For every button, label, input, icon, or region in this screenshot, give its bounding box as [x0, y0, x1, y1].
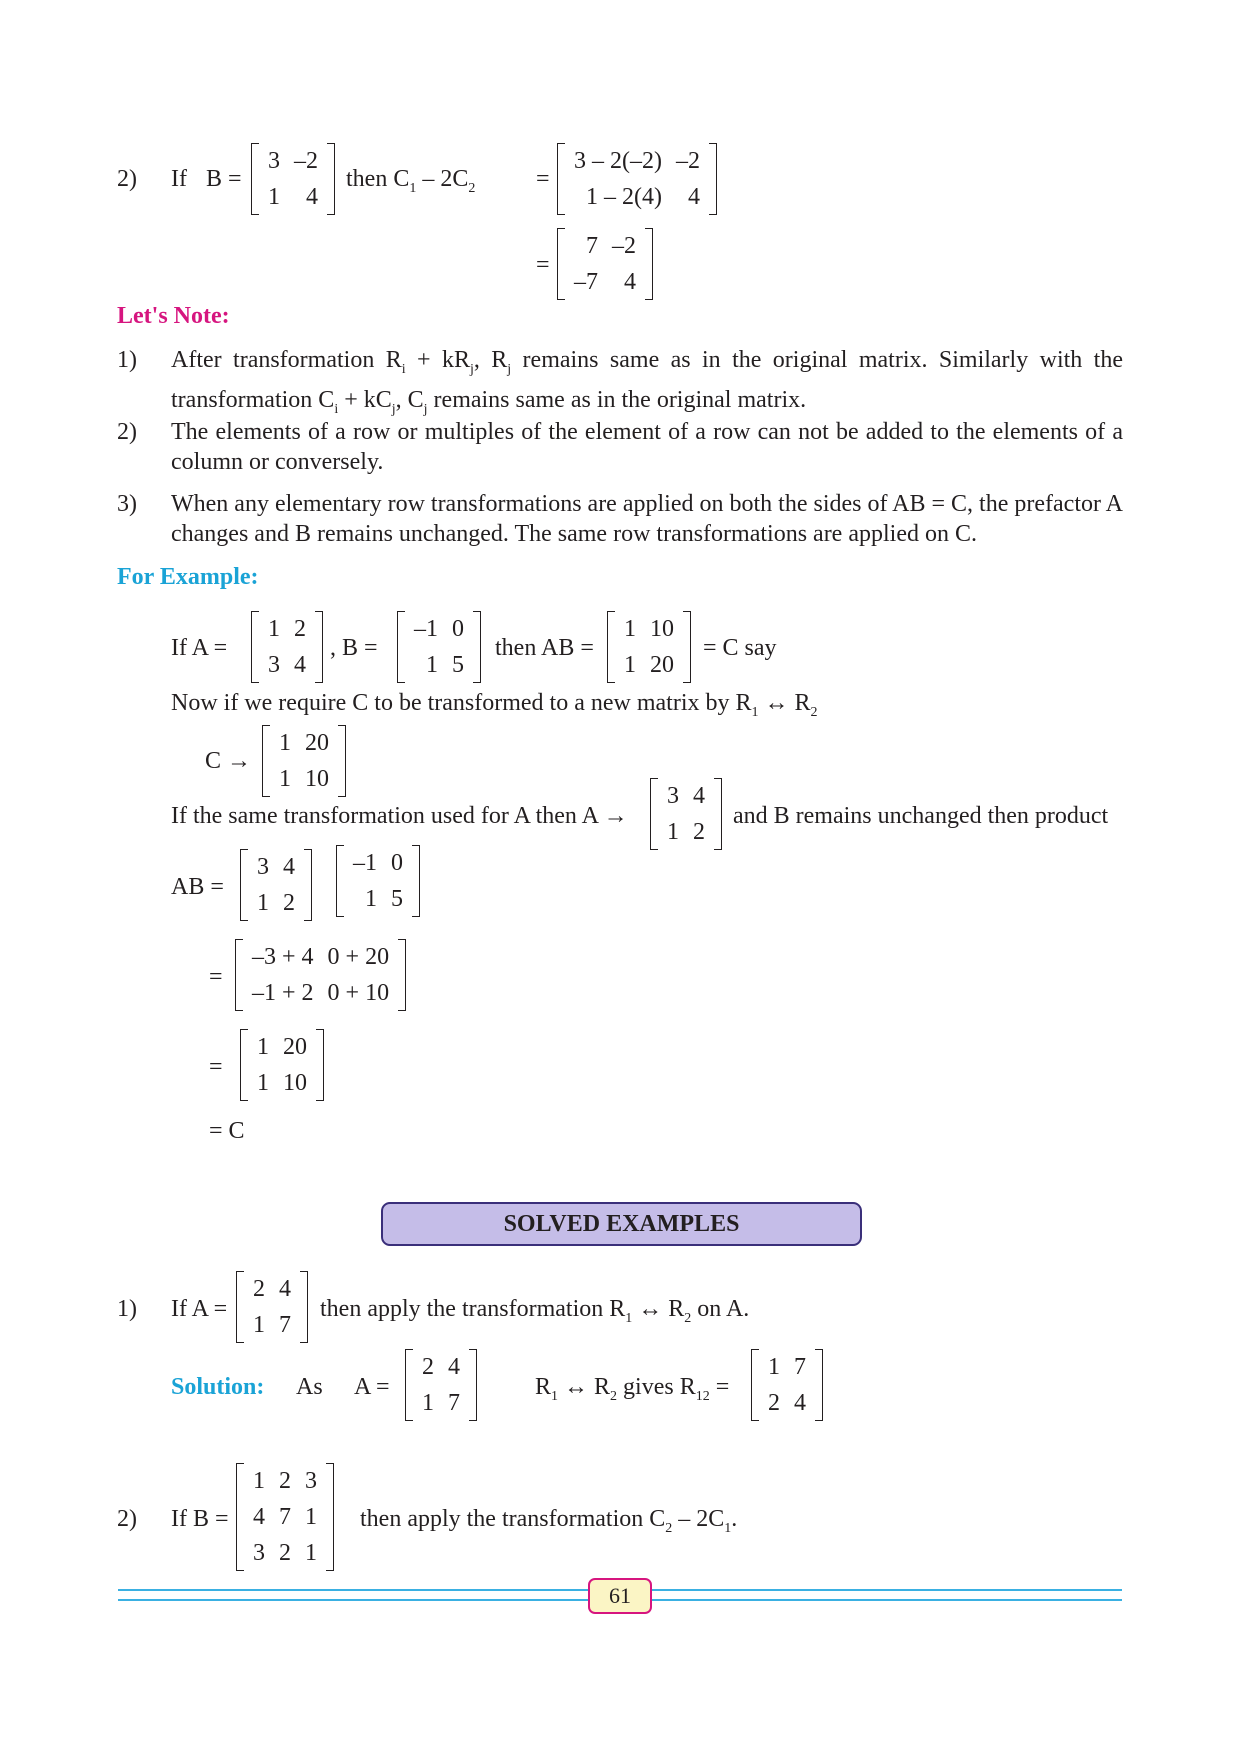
- bracket-right: [815, 1349, 823, 1421]
- matrix-cell: 5: [452, 652, 464, 678]
- bracket-left: [240, 849, 248, 921]
- matrix-cell: 1: [268, 184, 280, 210]
- matrix-cell: 1: [305, 1504, 317, 1530]
- note-text: The elements of a row or multiples of the element of a row can not be added to the elements of a column or conversely.: [171, 419, 1123, 475]
- bracket-right: [683, 611, 691, 683]
- matrix-cell: 3: [253, 1540, 265, 1566]
- example-number: 1): [117, 1296, 137, 1322]
- bracket-left: [251, 611, 259, 683]
- matrix-cell: 2: [294, 616, 306, 642]
- then-ab-label: then AB =: [495, 635, 594, 661]
- for-example-heading: For Example:: [117, 564, 259, 590]
- matrix-cell: 4: [279, 1276, 291, 1302]
- matrix-ab-m2: [336, 845, 420, 917]
- matrix-cell: –2: [612, 233, 636, 259]
- ab-label: AB =: [171, 874, 224, 900]
- equals-sign: =: [536, 166, 550, 192]
- matrix-ab-result: [240, 1029, 324, 1101]
- matrix-cell: 20: [650, 652, 674, 678]
- matrix-cell: –3 + 4: [252, 944, 314, 970]
- matrix-cell: 1: [624, 652, 636, 678]
- matrix-cell: 3: [268, 148, 280, 174]
- matrix-cell: 1: [257, 1070, 269, 1096]
- bracket-right: [398, 939, 406, 1011]
- and-text: and B remains unchanged then product: [733, 803, 1109, 829]
- solution-label: Solution:: [171, 1374, 265, 1400]
- bracket-left: [236, 1271, 244, 1343]
- question-text: then apply the transformation $C_2 - 2C_1$.: [360, 1506, 738, 1536]
- bracket-right: [645, 228, 653, 300]
- note-text: After transformation $R_i + kR_j$, $R_j$ remains same as in the original matrix. Similarly with the transformation $C_i + kC_j$, $C_j$ remains same as in the original matrix.: [171, 347, 1123, 417]
- bracket-left: [240, 1029, 248, 1101]
- c-arrow-label: C →: [205, 748, 252, 774]
- matrix-cell: 2: [422, 1354, 434, 1380]
- matrix-cell: 0 + 10: [327, 980, 390, 1006]
- bracket-left: [650, 778, 658, 850]
- matrix-cell: 2: [693, 819, 705, 845]
- matrix-cell: 2: [279, 1468, 291, 1494]
- example-number: 2): [117, 166, 137, 192]
- matrix-cell: 1: [365, 886, 377, 912]
- note-number: 2): [117, 419, 137, 445]
- matrix-a-new: [650, 778, 722, 850]
- note-number: 1): [117, 347, 137, 373]
- matrix-ab-m1: [240, 849, 312, 921]
- matrix-cell: –1 + 2: [252, 980, 314, 1006]
- matrix-a: [236, 1271, 308, 1343]
- matrix-step1: [557, 143, 717, 215]
- matrix-cell: 7: [279, 1312, 291, 1338]
- a-eq-label: A =: [354, 1374, 390, 1400]
- note-number: 3): [117, 491, 137, 517]
- matrix-cell: –1: [353, 850, 377, 876]
- note-text: When any elementary row transformations are applied on both the sides of AB = C, the prefactor A changes and B remains unchanged. The same row transformations are applied on C.: [171, 491, 1123, 547]
- matrix-cell: 7: [279, 1504, 291, 1530]
- matrix-cell: 1: [253, 1312, 265, 1338]
- matrix-cell: 0 + 20: [327, 944, 390, 970]
- bracket-right: [714, 778, 722, 850]
- if-a-label: If A =: [171, 635, 228, 661]
- matrix-cell: 7: [794, 1354, 806, 1380]
- equals-c: = C: [209, 1118, 245, 1144]
- bracket-right: [326, 1463, 334, 1571]
- matrix-cell: 10: [283, 1070, 307, 1096]
- b-label: B =: [206, 166, 242, 192]
- if-label: If: [171, 166, 187, 192]
- bracket-left: [557, 143, 565, 215]
- matrix-cell: 1: [426, 652, 438, 678]
- matrix-cell: 3 – 2(–2): [574, 148, 662, 174]
- bracket-right: [327, 143, 335, 215]
- matrix-cell: 4: [448, 1354, 460, 1380]
- matrix-c-new: [262, 725, 346, 797]
- bracket-left: [405, 1349, 413, 1421]
- matrix-cell: –1: [414, 616, 438, 642]
- swap-text: $R_1$ ↔ $R_2$ gives $R_{12}$ =: [535, 1374, 730, 1404]
- matrix-cell: 4: [624, 269, 636, 295]
- matrix-cell: 1: [253, 1468, 265, 1494]
- matrix-cell: –7: [574, 269, 598, 295]
- if-b-label: If B =: [171, 1506, 229, 1532]
- matrix-cell: 0: [452, 616, 464, 642]
- matrix-cell: 2: [279, 1540, 291, 1566]
- transformation-label: then $C_1 - 2C_2$: [346, 166, 476, 196]
- matrix-cell: 1: [257, 1034, 269, 1060]
- bracket-left: [262, 725, 270, 797]
- bracket-right: [473, 611, 481, 683]
- bracket-right: [709, 143, 717, 215]
- matrix-cell: 2: [253, 1276, 265, 1302]
- matrix-step2: [557, 228, 653, 300]
- equals-sign: =: [536, 252, 550, 278]
- matrix-cell: 5: [391, 886, 403, 912]
- bracket-left: [336, 845, 344, 917]
- matrix-cell: –2: [294, 148, 318, 174]
- matrix-b: [397, 611, 481, 683]
- bracket-right: [469, 1349, 477, 1421]
- matrix-r12: [751, 1349, 823, 1421]
- matrix-cell: 4: [283, 854, 295, 880]
- matrix-cell: 2: [768, 1390, 780, 1416]
- if-a-label: If A =: [171, 1296, 228, 1322]
- matrix-b: [251, 143, 335, 215]
- matrix-a: [251, 611, 323, 683]
- matrix-ab-step: [235, 939, 406, 1011]
- matrix-cell: 1: [422, 1390, 434, 1416]
- bracket-left: [397, 611, 405, 683]
- matrix-ab: [607, 611, 691, 683]
- bracket-right: [338, 725, 346, 797]
- matrix-cell: 7: [586, 233, 598, 259]
- matrix-cell: 1: [624, 616, 636, 642]
- bracket-right: [412, 845, 420, 917]
- solved-examples-banner: SOLVED EXAMPLES: [381, 1202, 862, 1246]
- matrix-cell: 1: [279, 766, 291, 792]
- matrix-cell: 4: [693, 783, 705, 809]
- matrix-cell: 4: [794, 1390, 806, 1416]
- matrix-cell: 3: [257, 854, 269, 880]
- bracket-left: [235, 939, 243, 1011]
- bracket-left: [607, 611, 615, 683]
- matrix-cell: 3: [268, 652, 280, 678]
- equals-c-say: = C say: [703, 635, 777, 661]
- transform-text: Now if we require C to be transformed to a new matrix by $R_1$ ↔ $R_2$: [171, 690, 818, 720]
- equals-sign: =: [209, 1054, 223, 1080]
- matrix-cell: 3: [667, 783, 679, 809]
- matrix-b: [236, 1463, 334, 1571]
- bracket-right: [304, 849, 312, 921]
- matrix-cell: 20: [305, 730, 329, 756]
- matrix-cell: –2: [675, 148, 700, 174]
- bracket-right: [300, 1271, 308, 1343]
- page-number: 61: [588, 1578, 652, 1614]
- matrix-cell: 20: [283, 1034, 307, 1060]
- matrix-cell: 1: [268, 616, 280, 642]
- matrix-cell: 1: [768, 1354, 780, 1380]
- matrix-a: [405, 1349, 477, 1421]
- matrix-cell: 1: [257, 890, 269, 916]
- bracket-right: [316, 1029, 324, 1101]
- equals-sign: =: [209, 964, 223, 990]
- matrix-cell: 1: [667, 819, 679, 845]
- bracket-right: [315, 611, 323, 683]
- as-label: As: [296, 1374, 323, 1400]
- same-transform-text: If the same transformation used for A then A →: [171, 803, 628, 829]
- matrix-cell: 2: [283, 890, 295, 916]
- matrix-cell: 10: [650, 616, 674, 642]
- matrix-cell: 1: [279, 730, 291, 756]
- matrix-cell: 4: [306, 184, 318, 210]
- matrix-cell: 4: [687, 184, 700, 210]
- bracket-left: [236, 1463, 244, 1571]
- matrix-cell: 7: [448, 1390, 460, 1416]
- bracket-left: [751, 1349, 759, 1421]
- matrix-cell: 10: [305, 766, 329, 792]
- matrix-cell: 0: [391, 850, 403, 876]
- question-text: then apply the transformation $R_1$ ↔ $R_2$ on A.: [320, 1296, 750, 1326]
- matrix-cell: 4: [253, 1504, 265, 1530]
- lets-note-heading: Let's Note:: [117, 303, 230, 329]
- b-label: , B =: [330, 635, 378, 661]
- example-number: 2): [117, 1506, 137, 1532]
- bracket-left: [557, 228, 565, 300]
- matrix-cell: 4: [294, 652, 306, 678]
- bracket-left: [251, 143, 259, 215]
- matrix-cell: 3: [305, 1468, 317, 1494]
- matrix-cell: 1 – 2(4): [586, 184, 662, 210]
- matrix-cell: 1: [305, 1540, 317, 1566]
